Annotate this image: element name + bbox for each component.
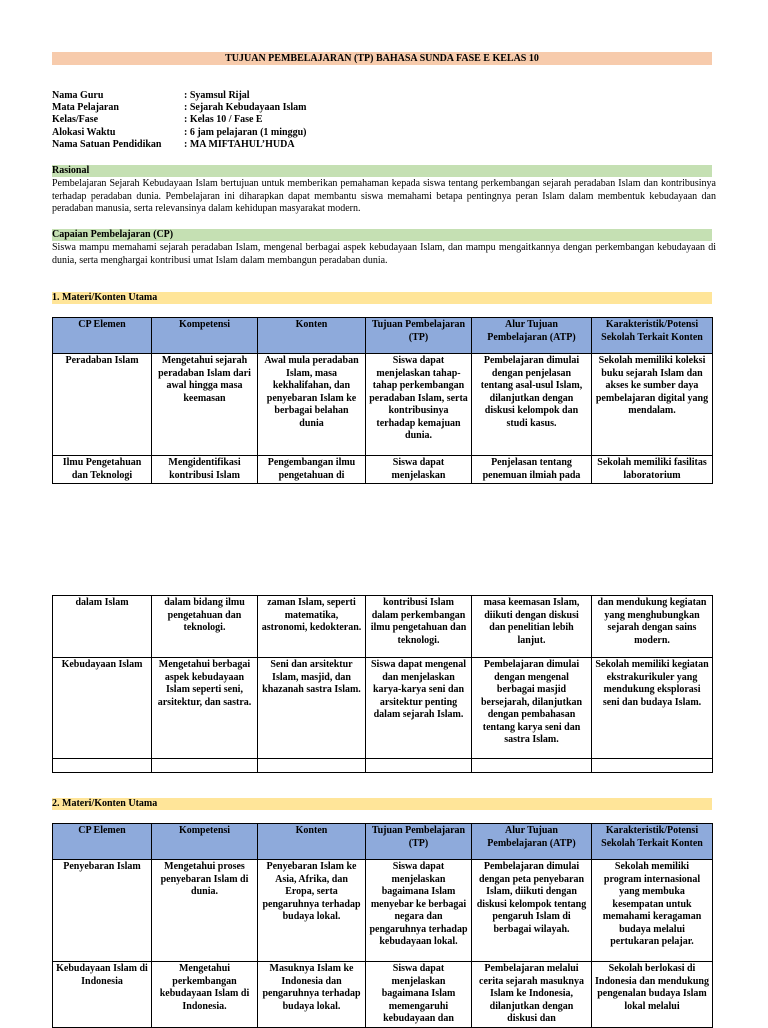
cell-empty (592, 759, 713, 773)
table-row (53, 658, 713, 759)
cell-kompetensi: Mengetahui proses penyebaran Islam di dunia. (152, 860, 258, 962)
table-row (53, 962, 713, 1028)
cell-cp-elemen: Kebudayaan Islam di Indonesia (53, 962, 152, 1028)
cell-karakteristik: Sekolah memiliki koleksi buku sejarah Islam dan akses ke sumber daya pembelajaran digital yang mendalam. (592, 354, 713, 456)
info-row-class (52, 114, 263, 126)
section1-table-part1 (52, 317, 713, 484)
cell-kompetensi: dalam bidang ilmu pengetahuan dan teknologi. (152, 596, 258, 658)
header-konten: Konten (258, 318, 366, 354)
info-label: Kelas/Fase (52, 114, 99, 125)
header-cp-elemen: CP Elemen (53, 824, 152, 860)
cell-cp-elemen: Ilmu Pengetahuan dan Teknologi (53, 456, 152, 484)
info-value: : 6 jam pelajaran (1 minggu) (184, 127, 307, 138)
cell-kompetensi: Mengetahui perkembangan kebudayaan Islam di Indonesia. (152, 962, 258, 1028)
cell-karakteristik: Sekolah memiliki kegiatan ekstrakurikuler yang mendukung eksplorasi seni dan budaya Islam. (592, 658, 713, 759)
cell-konten: Awal mula peradaban Islam, masa kekhalifahan, dan penyebaran Islam ke berbagai belahan dunia (258, 354, 366, 456)
cell-tp: Siswa dapat menjelaskan tahap-tahap perkembangan peradaban Islam, serta kontribusinya terhadap kemajuan dunia. (366, 354, 472, 456)
info-row-subject (52, 102, 307, 114)
cell-empty (366, 759, 472, 773)
info-row-time (52, 127, 307, 139)
cell-karakteristik: dan mendukung kegiatan yang menghubungkan sejarah dengan sains modern. (592, 596, 713, 658)
table-header-row (53, 824, 713, 860)
document-title: TUJUAN PEMBELAJARAN (TP) BAHASA SUNDA FASE E KELAS 10 (52, 52, 712, 65)
cell-kompetensi: Mengetahui berbagai aspek kebudayaan Islam seperti seni, arsitektur, dan sastra. (152, 658, 258, 759)
header-karakteristik: Karakteristik/Potensi Sekolah Terkait Konten (592, 824, 713, 860)
info-label: Alokasi Waktu (52, 127, 116, 138)
info-label: Nama Satuan Pendidikan (52, 139, 162, 150)
header-karakteristik: Karakteristik/Potensi Sekolah Terkait Konten (592, 318, 713, 354)
info-label: Nama Guru (52, 90, 104, 101)
cell-cp-elemen: dalam Islam (53, 596, 152, 658)
cell-atp: Pembelajaran dimulai dengan mengenal berbagai masjid bersejarah, dilanjutkan dengan pembahasan tentang karya seni dan sastra Islam. (472, 658, 592, 759)
header-atp: Alur Tujuan Pembelajaran (ATP) (472, 318, 592, 354)
section1-table-part2 (52, 595, 713, 773)
cell-tp: Siswa dapat menjelaskan bagaimana Islam menyebar ke berbagai negara dan pengaruhnya terhadap kebudayaan lokal. (366, 860, 472, 962)
cell-konten: Pengembangan ilmu pengetahuan di (258, 456, 366, 484)
cp-text: Siswa mampu memahami sejarah peradaban Islam, mengenal berbagai aspek kebudayaan Islam, dan mampu mengaitkannya dengan perkembangan kebudayaan di dunia, serta menghargai kontribusi umat Islam dalam membangun peradaban dunia. (52, 242, 716, 266)
cell-karakteristik: Sekolah berlokasi di Indonesia dan mendukung pengenalan budaya Islam lokal melalui (592, 962, 713, 1028)
header-konten: Konten (258, 824, 366, 860)
cell-cp-elemen: Kebudayaan Islam (53, 658, 152, 759)
cell-empty (258, 759, 366, 773)
cp-heading: Capaian Pembelajaran (CP) (52, 229, 712, 241)
header-kompetensi: Kompetensi (152, 318, 258, 354)
table-row (53, 456, 713, 484)
cell-konten: zaman Islam, seperti matematika, astronomi, kedokteran. (258, 596, 366, 658)
rasional-text: Pembelajaran Sejarah Kebudayaan Islam bertujuan untuk memberikan pemahaman kepada siswa tentang perkembangan sejarah peradaban Islam dan kontribusinya terhadap peradaban dunia. Pembelajaran ini diharapkan dapat membantu siswa memahami betapa pentingnya peran Islam dalam membentuk kebudayaan dan peradaban manusia, serta relevansinya dalam kehidupan masyarakat modern. (52, 178, 716, 214)
table-header-row (53, 318, 713, 354)
header-tp: Tujuan Pembelajaran (TP) (366, 824, 472, 860)
rasional-heading: Rasional (52, 165, 712, 177)
cell-karakteristik: Sekolah memiliki program internasional yang membuka kesempatan untuk memahami keragaman budaya melalui pertukaran pelajar. (592, 860, 713, 962)
info-value: : MA MIFTAHUL’HUDA (184, 139, 295, 150)
info-label: Mata Pelajaran (52, 102, 119, 113)
cell-cp-elemen: Peradaban Islam (53, 354, 152, 456)
cell-atp: Pembelajaran dimulai dengan penjelasan tentang asal-usul Islam, dilanjutkan dengan diskusi kelompok dan studi kasus. (472, 354, 592, 456)
section2-table (52, 823, 713, 1028)
info-value: : Syamsul Rijal (184, 90, 250, 101)
cell-atp: Pembelajaran melalui cerita sejarah masuknya Islam ke Indonesia, dilanjutkan dengan diskusi dan (472, 962, 592, 1028)
header-kompetensi: Kompetensi (152, 824, 258, 860)
cell-konten: Seni dan arsitektur Islam, masjid, dan khazanah sastra Islam. (258, 658, 366, 759)
cell-konten: Penyebaran Islam ke Asia, Afrika, dan Eropa, serta pengaruhnya terhadap budaya lokal. (258, 860, 366, 962)
cell-atp: Penjelasan tentang penemuan ilmiah pada (472, 456, 592, 484)
cell-empty (53, 759, 152, 773)
cell-cp-elemen: Penyebaran Islam (53, 860, 152, 962)
cell-atp: masa keemasan Islam, diikuti dengan diskusi dan penelitian lebih lanjut. (472, 596, 592, 658)
table-row (53, 596, 713, 658)
header-cp-elemen: CP Elemen (53, 318, 152, 354)
cell-kompetensi: Mengidentifikasi kontribusi Islam (152, 456, 258, 484)
cell-karakteristik: Sekolah memiliki fasilitas laboratorium (592, 456, 713, 484)
cell-tp: Siswa dapat menjelaskan (366, 456, 472, 484)
section2-heading: 2. Materi/Konten Utama (52, 798, 712, 810)
cell-empty (152, 759, 258, 773)
cell-konten: Masuknya Islam ke Indonesia dan pengaruhnya terhadap budaya lokal. (258, 962, 366, 1028)
table-row (53, 860, 713, 962)
table-row-empty (53, 759, 713, 773)
info-row-teacher (52, 90, 250, 102)
info-row-school (52, 139, 295, 151)
section1-heading: 1. Materi/Konten Utama (52, 292, 712, 304)
cell-empty (472, 759, 592, 773)
table-row (53, 354, 713, 456)
info-value: : Kelas 10 / Fase E (184, 114, 263, 125)
cell-tp: kontribusi Islam dalam perkembangan ilmu pengetahuan dan teknologi. (366, 596, 472, 658)
cell-atp: Pembelajaran dimulai dengan peta penyebaran Islam, diikuti dengan diskusi kelompok tentang pengaruh Islam di berbagai wilayah. (472, 860, 592, 962)
header-atp: Alur Tujuan Pembelajaran (ATP) (472, 824, 592, 860)
cell-kompetensi: Mengetahui sejarah peradaban Islam dari awal hingga masa keemasan (152, 354, 258, 456)
info-value: : Sejarah Kebudayaan Islam (184, 102, 307, 113)
cell-tp: Siswa dapat mengenal dan menjelaskan karya-karya seni dan arsitektur penting dalam sejarah Islam. (366, 658, 472, 759)
header-tp: Tujuan Pembelajaran (TP) (366, 318, 472, 354)
cell-tp: Siswa dapat menjelaskan bagaimana Islam memengaruhi kebudayaan dan (366, 962, 472, 1028)
